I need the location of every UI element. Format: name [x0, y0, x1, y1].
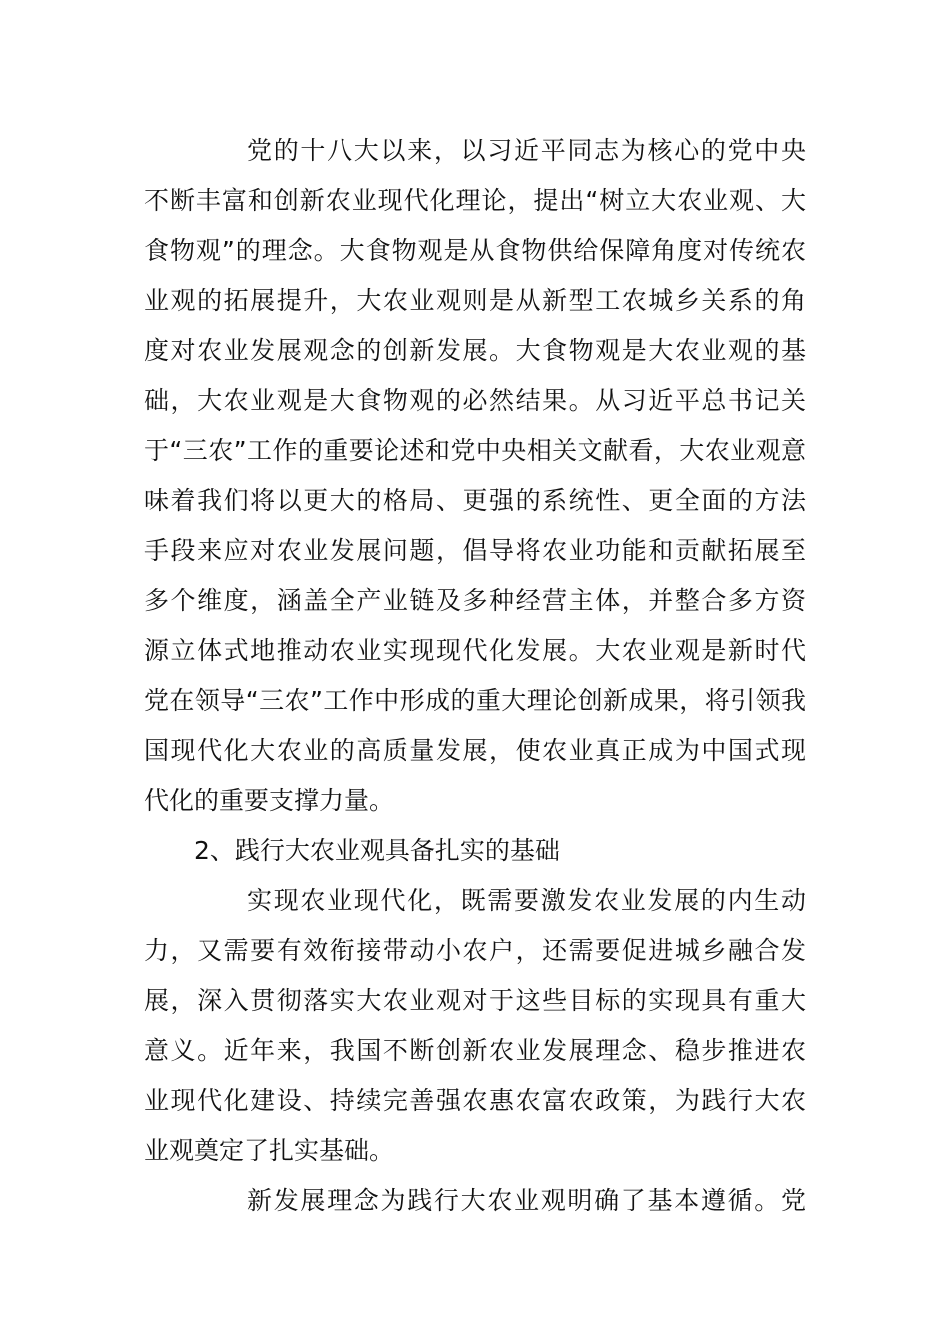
text-line: 新发展理念为践行大农业观明确了基本遵循。党 — [247, 1186, 806, 1215]
text-line: 实现农业现代化，既需要激发农业发展的内生动 — [247, 886, 806, 915]
text-line: 党在领导“三农”工作中形成的重大理论创新成果，将引领我 — [144, 686, 806, 715]
text-line: 业观奠定了扎实基础。 — [144, 1136, 395, 1165]
text-line: 业观的拓展提升，大农业观则是从新型工农城乡关系的角 — [144, 286, 806, 315]
text-line: 业现代化建设、持续完善强农惠农富农政策，为践行大农 — [144, 1086, 806, 1115]
text-line: 源立体式地推动农业实现现代化发展。大农业观是新时代 — [144, 636, 806, 665]
text-line: 力，又需要有效衔接带动小农户，还需要促进城乡融合发 — [144, 936, 806, 965]
text-line: 手段来应对农业发展问题，倡导将农业功能和贡献拓展至 — [144, 536, 806, 565]
text-line: 展，深入贯彻落实大农业观对于这些目标的实现具有重大 — [144, 986, 806, 1015]
text-line: 不断丰富和创新农业现代化理论，提出“树立大农业观、大 — [144, 186, 806, 215]
text-line: 食物观”的理念。大食物观是从食物供给保障角度对传统农 — [144, 236, 806, 265]
paragraph-1 — [144, 126, 806, 826]
text-line: 度对农业发展观念的创新发展。大食物观是大农业观的基 — [144, 336, 806, 365]
text-line: 于“三农”工作的重要论述和党中央相关文献看，大农业观意 — [144, 436, 806, 465]
text-line: 党的十八大以来，以习近平同志为核心的党中央 — [247, 136, 806, 165]
text-line: 础，大农业观是大食物观的必然结果。从习近平总书记关 — [144, 386, 806, 415]
text-line: 味着我们将以更大的格局、更强的系统性、更全面的方法 — [144, 486, 806, 515]
section-heading — [144, 826, 806, 876]
text-line: 多个维度，涵盖全产业链及多种经营主体，并整合多方资 — [144, 586, 806, 615]
text-line: 代化的重要支撑力量。 — [144, 786, 395, 815]
paragraph-3 — [144, 1176, 806, 1226]
document-body — [144, 126, 806, 1226]
text-line: 国现代化大农业的高质量发展，使农业真正成为中国式现 — [144, 736, 806, 765]
paragraph-2 — [144, 876, 806, 1176]
heading-text: 2、践行大农业观具备扎实的基础 — [194, 836, 560, 865]
text-line: 意义。近年来，我国不断创新农业发展理念、稳步推进农 — [144, 1036, 806, 1065]
